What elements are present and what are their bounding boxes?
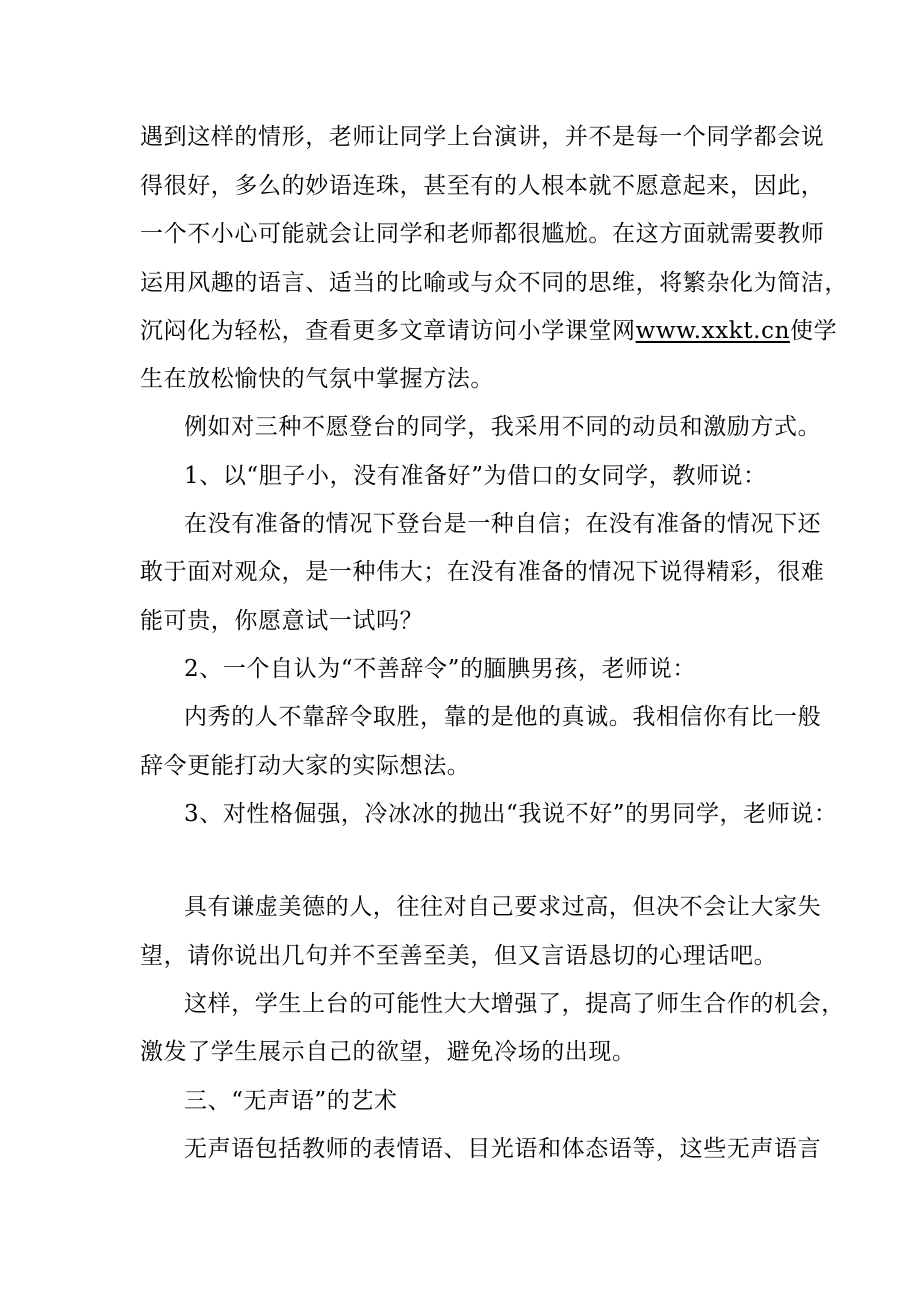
quote-line: 辞令更能打动大家的实际想法。 <box>140 753 471 779</box>
paragraph-line: 无声语包括教师的表情语、目光语和体态语等，这些无声语言 <box>184 1136 822 1162</box>
quote-line: 敢于面对观众，是一种伟大；在没有准备的情况下说得精彩，很难 <box>140 559 825 585</box>
quote-line: 在没有准备的情况下登台是一种自信；在没有准备的情况下还 <box>184 511 822 537</box>
quote-line: 内秀的人不靠辞令取胜，靠的是他的真诚。我相信你有比一般 <box>184 704 822 730</box>
paragraph-line: 得很好，多么的妙语连珠，甚至有的人根本就不愿意起来，因此， <box>140 173 825 199</box>
paragraph-line: 运用风趣的语言、适当的比喻或与众不同的思维，将繁杂化为简洁， <box>140 270 848 296</box>
paragraph-line: 生在放松愉快的气氛中掌握方法。 <box>140 366 494 392</box>
paragraph-line: 例如对三种不愿登台的同学，我采用不同的动员和激励方式。 <box>184 414 822 440</box>
quote-line: 能可贵，你愿意试一试吗？ <box>140 608 424 634</box>
website-link[interactable]: www.xxkt.cn <box>635 318 790 344</box>
line-text-before-link: 沉闷化为轻松，查看更多文章请访问小学课堂网 <box>140 318 636 344</box>
list-item-heading: 2、一个自认为“不善辞令”的腼腆男孩，老师说： <box>184 656 696 682</box>
paragraph-line-with-link <box>140 316 837 346</box>
paragraph-line: 一个不小心可能就会让同学和老师都很尴尬。在这方面就需要教师 <box>140 221 825 247</box>
quote-line: 望，请你说出几句并不至善至美，但又言语恳切的心理话吧。 <box>140 943 778 969</box>
section-heading: 三、“无声语”的艺术 <box>184 1088 398 1114</box>
quote-line: 具有谦虚美德的人，往往对自己要求过高，但决不会让大家失 <box>184 894 822 920</box>
line-text-after-link: 使学 <box>789 318 838 344</box>
paragraph-line: 激发了学生展示自己的欲望，避免冷场的出现。 <box>140 1039 636 1065</box>
list-item-heading: 1、以“胆子小，没有准备好”为借口的女同学，教师说： <box>184 463 767 489</box>
list-item-heading: 3、对性格倔强，冷冰冰的抛出“我说不好”的男同学，老师说： <box>184 801 838 827</box>
paragraph-line: 这样，学生上台的可能性大大增强了，提高了师生合作的机会， <box>184 991 845 1017</box>
paragraph-line: 遇到这样的情形，老师让同学上台演讲，并不是每一个同学都会说 <box>140 124 825 150</box>
